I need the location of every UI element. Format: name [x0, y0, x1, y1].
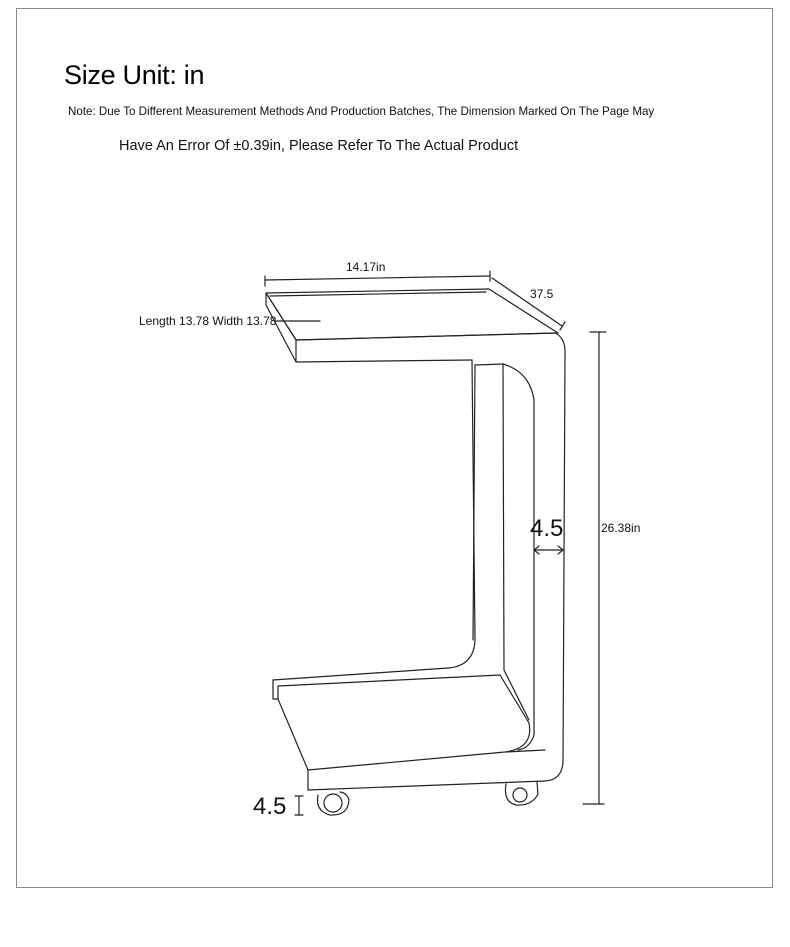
- front-caster: [318, 792, 350, 815]
- frame-thickness-label: 4.5: [530, 515, 564, 542]
- frame-thickness-arrow: [534, 546, 563, 554]
- caster-height-label: 4.5: [253, 793, 287, 820]
- measurement-note-line-1: Note: Due To Different Measurement Methods And Production Batches, The Dimension Marked On The Page May: [68, 105, 655, 118]
- tabletop: [266, 289, 558, 362]
- tabletop-size-label: Length 13.78 Width 13.78: [139, 314, 277, 328]
- top-width-label: 14.17in: [346, 260, 386, 274]
- size-unit-title: Size Unit: in: [64, 60, 205, 90]
- measurement-note-line-2: Have An Error Of ±0.39in, Please Refer To The Actual Product: [119, 138, 519, 154]
- bottom-shelf: [273, 675, 545, 790]
- height-dimension-line: [583, 332, 606, 804]
- c-frame: [273, 333, 565, 790]
- caster-height-marker: [295, 796, 303, 815]
- top-depth-label: 37.5: [530, 287, 554, 301]
- height-label: 26.38in: [601, 521, 641, 535]
- back-caster: [505, 782, 538, 805]
